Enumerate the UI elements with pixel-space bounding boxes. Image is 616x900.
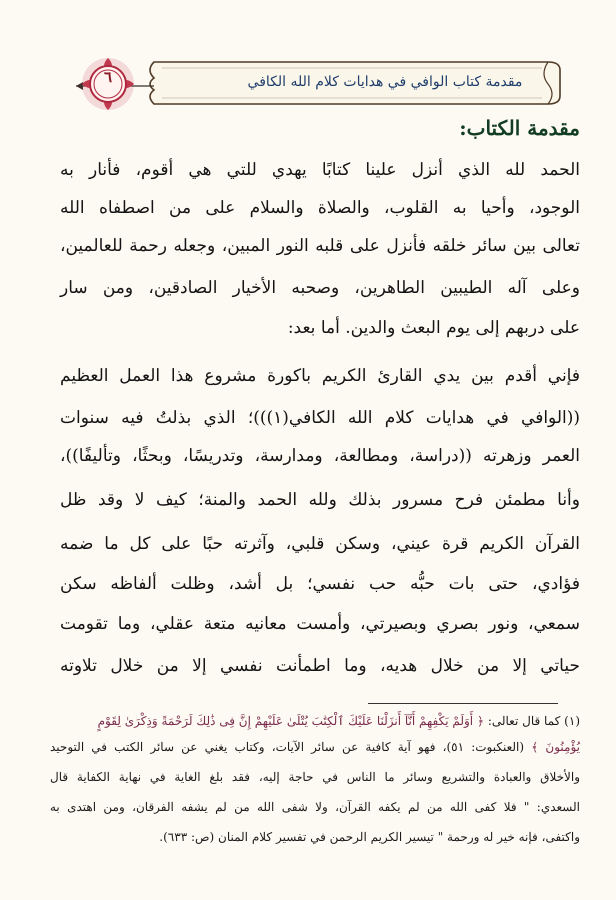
body-line: الوجود، وأحيا به القلوب، والصلاة والسلام على من اصطفاه الله: [60, 198, 580, 218]
footnote-intro: (١) كما قال تعالى:: [487, 714, 580, 728]
footnote-separator: [368, 703, 558, 704]
running-title: مقدمة كتاب الوافي في هدايات كلام الله الكافي: [247, 74, 523, 90]
body-line: على دربهم إلى يوم البعث والدين. أما بعد:: [287, 318, 580, 338]
body-line: فإني أقدم بين يدي القارئ الكريم باكورة مشروع هذا العمل العظيم: [60, 366, 580, 386]
body-line: ((الوافي في هدايات كلام الله الكافي(١)))؛ الذي بذلتُ فيه سنوات: [60, 408, 580, 428]
quran-verse: ﴿ أَوَلَمْ يَكْفِهِمْ أَنَّآ أَنزَلْنَا عَلَيْكَ ٱلْكِتَٰبَ يُتْلَىٰ عَلَيْهِمْ إِنَّ فِى ذَٰلِكَ لَرَحْمَةً وَذِكْرَىٰ لِقَوْمٍ: [97, 714, 484, 728]
footnote-line: [50, 740, 580, 754]
body-line: سمعي، ونور بصري وبصيرتي، وأمست معانيه متعة عقلي، وما تقومت: [60, 614, 580, 634]
body-line: وعلى آله الطيبين الطاهرين، وصحبه الأخيار الصادقين، ومن سار: [60, 278, 580, 298]
body-line: وأنا مطمئن فرح مسرور بذلك ولله الحمد والمنة؛ كيف لا وقد ظل: [60, 490, 580, 510]
page-number: ٦: [103, 68, 113, 86]
body-line: تعالى بين سائر خلقه فأنزل على قلبه النور المبين، وجعله رحمة للعالمين،: [60, 236, 580, 256]
body-line: فؤادي، حتى بات حبُّه حب نفسي؛ بل أشد، وظلت ألفاظه سكن: [60, 574, 580, 594]
page-header: [62, 44, 567, 124]
footnote-line: واكتفى، فإنه خير له ورحمة " تيسير الكريم الرحمن في تفسير كلام المنان (ص: ٦٣٣).: [159, 830, 580, 844]
footnote-line: [50, 714, 580, 728]
body-line: القرآن الكريم قرة عيني، وسكن قلبي، وآثرته حبًا على كل ما ضمه: [60, 534, 580, 554]
body-line: الحمد لله الذي أنزل علينا كتابًا يهدي للتي هي أقوم، فأنار به: [60, 160, 580, 180]
footnote-line: والأخلاق والعبادة والتشريع وسائر ما الناس في حاجة إليه، فقد بلغ الغاية في نهاية الكفاية قال: [50, 770, 580, 784]
quran-verse-end: يُؤْمِنُونَ ﴾: [531, 740, 580, 754]
footnote-text: (العنكبوت: ٥١)، فهو آية كافية عن سائر الآيات، وكتاب يغني عن سائر الكتب في التوحيد: [50, 740, 525, 754]
body-line: حياتي إلا من خلال هديه، وما اطمأنت نفسي إلا من خلال تلاوته: [60, 656, 580, 676]
body-line: العمر وزهرته ((دراسة، ومطالعة، ومدارسة، وتدريسًا، وبحثًا، وتأليفًا))،: [60, 446, 580, 466]
section-heading: مقدمة الكتاب:: [459, 116, 580, 140]
footnote-line: السعدي: " فلا كفى الله من لم يكفه القرآن، ولا شفى الله من لم يشفه الفرقان، ومن اهتدى به: [50, 800, 580, 814]
